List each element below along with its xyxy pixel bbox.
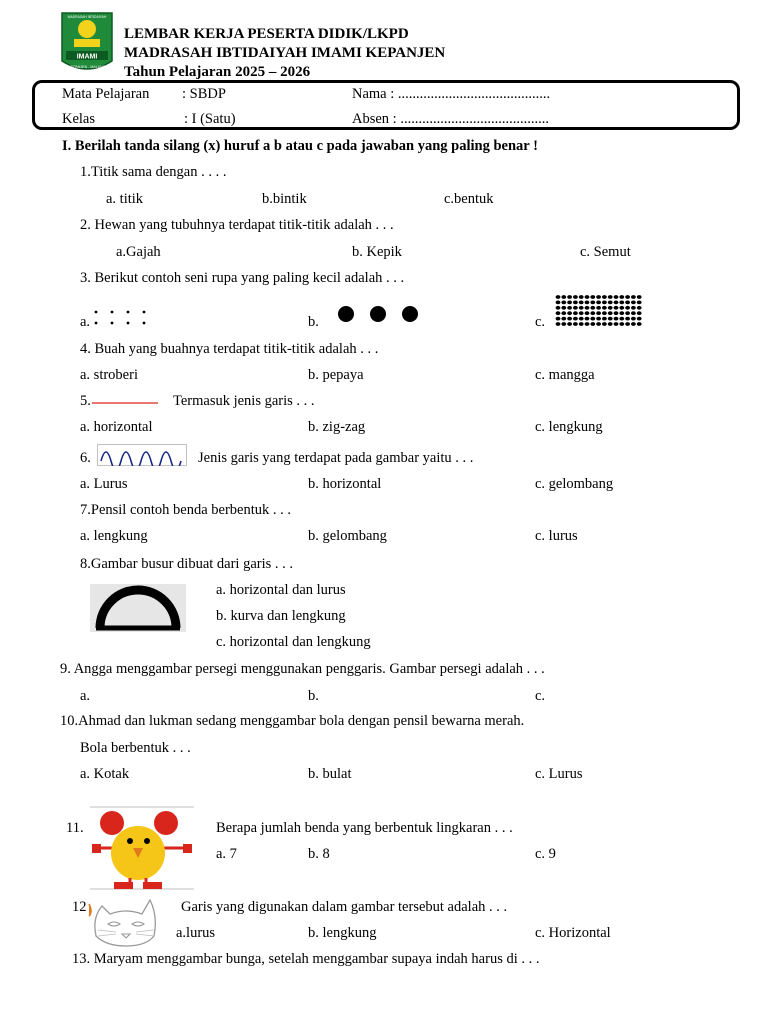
dense-dot xyxy=(590,317,595,321)
dense-dot xyxy=(602,301,607,305)
school-logo xyxy=(60,11,114,77)
dense-dot xyxy=(608,311,613,315)
dense-dot xyxy=(556,322,561,326)
q10-option-b[interactable]: b. bulat xyxy=(308,766,352,782)
dense-dot xyxy=(556,295,561,299)
dense-dot xyxy=(585,301,590,305)
q11-option-c[interactable]: c. 9 xyxy=(535,846,556,862)
q12-option-a[interactable]: a.lurus xyxy=(176,925,216,941)
dense-dot xyxy=(625,311,630,315)
question-11: Berapa jumlah benda yang berbentuk lingkaran . . . xyxy=(216,820,513,836)
dense-dot xyxy=(596,301,601,305)
q6-number: 6. xyxy=(80,450,91,466)
q9-option-c[interactable]: c. xyxy=(535,688,546,704)
dense-dot xyxy=(567,295,572,299)
dense-dot xyxy=(625,306,630,310)
dense-dot xyxy=(596,295,601,299)
dense-dot xyxy=(614,301,619,305)
dense-dot xyxy=(619,295,624,299)
q7-option-b[interactable]: b. gelombang xyxy=(308,528,387,544)
dense-dot xyxy=(579,301,584,305)
dense-dot xyxy=(579,317,584,321)
dense-dot xyxy=(614,295,619,299)
dense-dot xyxy=(556,311,561,315)
q11-option-a[interactable]: a. 7 xyxy=(216,846,237,862)
dense-dot xyxy=(602,322,607,326)
dense-dot xyxy=(585,311,590,315)
dense-dot xyxy=(619,301,624,305)
dense-dot xyxy=(608,322,613,326)
dense-dot xyxy=(596,322,601,326)
dense-dot xyxy=(579,322,584,326)
dense-dot xyxy=(567,322,572,326)
question-1: 1.Titik sama dengan . . . . xyxy=(80,164,227,180)
dense-dot xyxy=(637,295,642,299)
q2-option-b[interactable]: b. Kepik xyxy=(352,244,402,260)
dense-dot xyxy=(625,301,630,305)
class-label: Kelas xyxy=(62,111,96,127)
dense-dot xyxy=(614,311,619,315)
q3-option-a[interactable]: a. xyxy=(80,314,91,330)
logo-bottom-text: KEPANJEN - MALANG xyxy=(68,65,106,69)
dense-dot xyxy=(579,295,584,299)
question-9: 9. Angga menggambar persegi menggunakan penggaris. Gambar persegi adalah . . . xyxy=(60,661,545,677)
question-10: 10.Ahmad dan lukman sedang menggambar bola dengan pensil bewarna merah. xyxy=(60,713,525,729)
dense-dot xyxy=(561,322,566,326)
dense-dot xyxy=(608,301,613,305)
dense-dot xyxy=(579,306,584,310)
dense-dot xyxy=(631,295,636,299)
dense-dot xyxy=(625,322,630,326)
dense-dot xyxy=(585,295,590,299)
dense-dot xyxy=(631,317,636,321)
q7-option-a[interactable]: a. lengkung xyxy=(80,528,148,544)
dense-dot xyxy=(608,295,613,299)
dense-dot xyxy=(625,295,630,299)
horizontal-line-image xyxy=(92,400,160,406)
question-4: 4. Buah yang buahnya terdapat titik-titik adalah . . . xyxy=(80,341,379,357)
wave-line-image xyxy=(97,444,187,466)
dense-dot xyxy=(631,301,636,305)
question-6: Jenis garis yang terdapat pada gambar yaitu . . . xyxy=(198,450,474,466)
dense-dot xyxy=(561,295,566,299)
q2-option-a[interactable]: a.Gajah xyxy=(116,244,161,260)
dense-dot xyxy=(573,322,578,326)
dense-dot xyxy=(573,311,578,315)
q1-option-c[interactable]: c.bentuk xyxy=(444,191,494,207)
dense-dot xyxy=(602,311,607,315)
question-10-cont: Bola berbentuk . . . xyxy=(80,740,191,756)
q6-option-b[interactable]: b. horizontal xyxy=(308,476,382,492)
dense-dot xyxy=(614,317,619,321)
dense-dot xyxy=(596,317,601,321)
q6-option-a[interactable]: a. Lurus xyxy=(80,476,128,492)
dense-dot xyxy=(567,301,572,305)
question-2: 2. Hewan yang tubuhnya terdapat titik-titik adalah . . . xyxy=(80,217,394,233)
q11-option-b[interactable]: b. 8 xyxy=(308,846,330,862)
dense-dot xyxy=(590,295,595,299)
q2-option-c[interactable]: c. Semut xyxy=(580,244,631,260)
dense-dot xyxy=(625,317,630,321)
dense-dot xyxy=(637,306,642,310)
q4-option-c[interactable]: c. mangga xyxy=(535,367,595,383)
q3-option-b[interactable]: b. xyxy=(308,314,319,330)
dense-dot xyxy=(602,317,607,321)
q9-option-b[interactable]: b. xyxy=(308,688,319,704)
q8-option-b[interactable]: b. kurva dan lengkung xyxy=(216,608,346,624)
header-school: MADRASAH IBTIDAIYAH IMAMI KEPANJEN xyxy=(124,45,446,61)
dense-dot xyxy=(585,317,590,321)
instruction: I. Berilah tanda silang (x) huruf a b atau c pada jawaban yang paling benar ! xyxy=(62,138,538,154)
dense-dot xyxy=(614,322,619,326)
q5-option-a[interactable]: a. horizontal xyxy=(80,419,153,435)
dense-dots-image xyxy=(554,294,646,328)
absen-field[interactable]: Absen : ......................................... xyxy=(352,111,549,127)
name-field[interactable]: Nama : .......................................... xyxy=(352,86,551,102)
dense-dot xyxy=(619,322,624,326)
dense-dot xyxy=(596,311,601,315)
dense-dot xyxy=(590,306,595,310)
dense-dot xyxy=(619,311,624,315)
dense-dot xyxy=(631,311,636,315)
dense-dot xyxy=(579,311,584,315)
dense-dot xyxy=(602,306,607,310)
header-year: Tahun Pelajaran 2025 – 2026 xyxy=(124,64,311,80)
dense-dot xyxy=(602,295,607,299)
q5-number: 5. xyxy=(80,393,91,409)
q12-number: 12 xyxy=(72,899,87,915)
q1-option-b[interactable]: b.bintik xyxy=(262,191,307,207)
cat-mask-image xyxy=(86,896,166,948)
logo-top-text: MADRASAH IBTIDAIYAH xyxy=(67,15,107,19)
dense-dot xyxy=(608,306,613,310)
q9-option-a[interactable]: a. xyxy=(80,688,91,704)
q4-option-b[interactable]: b. pepaya xyxy=(308,367,364,383)
question-8: 8.Gambar busur dibuat dari garis . . . xyxy=(80,556,294,572)
dense-dot xyxy=(556,306,561,310)
header-title: LEMBAR KERJA PESERTA DIDIK/LKPD xyxy=(124,26,409,42)
dense-dot xyxy=(637,322,642,326)
q4-option-a[interactable]: a. stroberi xyxy=(80,367,138,383)
q7-option-c[interactable]: c. lurus xyxy=(535,528,578,544)
q10-option-c[interactable]: c. Lurus xyxy=(535,766,583,782)
class-value: : I (Satu) xyxy=(184,111,236,127)
dense-dot xyxy=(561,317,566,321)
q12-option-b[interactable]: b. lengkung xyxy=(308,925,377,941)
dense-dot xyxy=(561,311,566,315)
q12-option-c[interactable]: c. Horizontal xyxy=(535,925,611,941)
question-13: 13. Maryam menggambar bunga, setelah menggambar supaya indah harus di . . . xyxy=(72,951,540,967)
dense-dot xyxy=(573,317,578,321)
dense-dot xyxy=(573,306,578,310)
dense-dot xyxy=(567,311,572,315)
dense-dot xyxy=(573,301,578,305)
q8-option-c[interactable]: c. horizontal dan lengkung xyxy=(216,634,371,650)
dense-dot xyxy=(590,322,595,326)
q10-option-a[interactable]: a. Kotak xyxy=(80,766,130,782)
dense-dot xyxy=(631,322,636,326)
dense-dot xyxy=(590,311,595,315)
dense-dot xyxy=(637,301,642,305)
question-5: Termasuk jenis garis . . . xyxy=(173,393,315,409)
dense-dot xyxy=(573,295,578,299)
protractor-arc-image xyxy=(90,584,186,632)
dense-dot xyxy=(614,306,619,310)
q5-option-c[interactable]: c. lengkung xyxy=(535,419,603,435)
dense-dot xyxy=(637,311,642,315)
logo-main-text: IMAMI xyxy=(76,53,98,61)
q6-option-c[interactable]: c. gelombang xyxy=(535,476,614,492)
q11-number: 11. xyxy=(66,820,84,836)
dense-dot xyxy=(561,301,566,305)
dense-dot xyxy=(585,306,590,310)
subject-label: Mata Pelajaran xyxy=(62,86,150,102)
dense-dot xyxy=(567,317,572,321)
question-3: 3. Berikut contoh seni rupa yang paling kecil adalah . . . xyxy=(80,270,405,286)
dense-dot xyxy=(556,301,561,305)
dense-dot xyxy=(585,322,590,326)
chick-shapes-image xyxy=(90,806,194,890)
dense-dot xyxy=(631,306,636,310)
dense-dot xyxy=(619,317,624,321)
dense-dot xyxy=(608,317,613,321)
q1-option-a[interactable]: a. titik xyxy=(106,191,144,207)
q3-option-c[interactable]: c. xyxy=(535,314,546,330)
question-12: Garis yang digunakan dalam gambar tersebut adalah . . . xyxy=(181,899,508,915)
dense-dot xyxy=(567,306,572,310)
q5-option-b[interactable]: b. zig-zag xyxy=(308,419,366,435)
q8-option-a[interactable]: a. horizontal dan lurus xyxy=(216,582,346,598)
dense-dot xyxy=(619,306,624,310)
small-dots-image xyxy=(93,308,153,328)
subject-value: : SBDP xyxy=(182,86,226,102)
question-7: 7.Pensil contoh benda berbentuk . . . xyxy=(80,502,292,518)
large-dots-image xyxy=(336,303,422,325)
dense-dot xyxy=(596,306,601,310)
dense-dot xyxy=(556,317,561,321)
dense-dot xyxy=(590,301,595,305)
dense-dot xyxy=(637,317,642,321)
dense-dot xyxy=(561,306,566,310)
